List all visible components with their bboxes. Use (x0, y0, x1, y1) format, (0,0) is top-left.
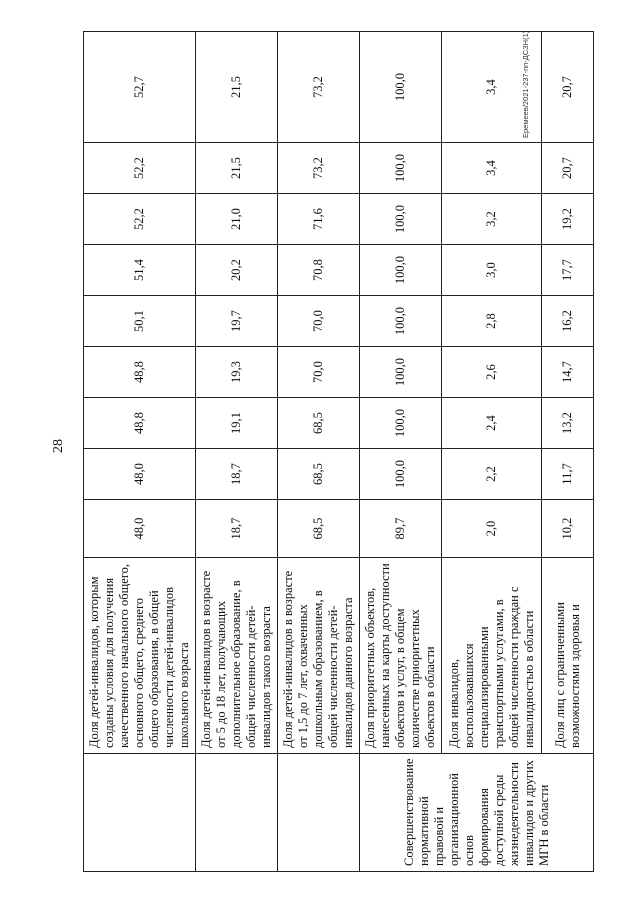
value-cell: 21,5 (196, 143, 278, 194)
indicator-cell: Доля инвалидов, воспользовавшихся специализированными транспортными услугами, в общей численности граждан с инвалидностью в области (442, 558, 542, 754)
value-cell: 21,5 (196, 32, 278, 143)
value-cell: 52,2 (84, 143, 196, 194)
value-cell: 20,2 (196, 245, 278, 296)
value-cell: 11,7 (542, 449, 594, 500)
value-cell: 3,4 (442, 32, 542, 143)
table-row (278, 32, 360, 872)
table-row (360, 32, 442, 872)
table-row (84, 32, 196, 872)
value-cell: 48,0 (84, 449, 196, 500)
value-cell: 68,5 (278, 398, 360, 449)
value-cell: 18,7 (196, 500, 278, 558)
indicator-cell: Доля лиц с ограниченными возможностями здоровья и (542, 558, 594, 754)
value-cell: 16,2 (542, 296, 594, 347)
indicator-cell: Доля детей-инвалидов в возрасте от 5 до 18 лет, получающих дополнительное образование, в общей численности детей-инвалидов такого возраста (196, 558, 278, 754)
value-cell: 89,7 (360, 500, 442, 558)
value-cell: 71,6 (278, 194, 360, 245)
indicator-cell: Доля детей-инвалидов, которым созданы условия для получения качественного начального общего, основного общего, среднего общего образования, в общей численности детей-инвалидов школьного возраста (84, 558, 196, 754)
value-cell: 100,0 (360, 245, 442, 296)
value-cell: 2,8 (442, 296, 542, 347)
value-cell: 10,2 (542, 500, 594, 558)
value-cell: 68,5 (278, 500, 360, 558)
value-cell: 52,7 (84, 32, 196, 143)
page-number: 28 (51, 439, 66, 453)
value-cell: 2,0 (442, 500, 542, 558)
table-body (84, 32, 594, 872)
value-cell: 2,6 (442, 347, 542, 398)
indicator-cell: Доля детей-инвалидов в возрасте от 1,5 до 7 лет, охваченных дошкольным образованием, в общей численности детей-инвалидов данного возраста (278, 558, 360, 754)
value-cell: 20,7 (542, 32, 594, 143)
value-cell: 48,8 (84, 347, 196, 398)
document-stamp: Еремеев/2021-237-пп-ДСЗН(1) (521, 30, 530, 138)
value-cell: 68,5 (278, 449, 360, 500)
value-cell: 14,7 (542, 347, 594, 398)
value-cell: 100,0 (360, 143, 442, 194)
value-cell: 19,1 (196, 398, 278, 449)
value-cell: 50,1 (84, 296, 196, 347)
value-cell: 100,0 (360, 32, 442, 143)
value-cell: 17,7 (542, 245, 594, 296)
value-cell: 3,0 (442, 245, 542, 296)
indicators-table (83, 31, 594, 872)
value-cell: 3,2 (442, 194, 542, 245)
value-cell: 19,2 (542, 194, 594, 245)
value-cell: 21,0 (196, 194, 278, 245)
value-cell: 100,0 (360, 449, 442, 500)
area-cell (84, 754, 196, 872)
value-cell: 52,2 (84, 194, 196, 245)
value-cell: 20,7 (542, 143, 594, 194)
table-row (196, 32, 278, 872)
value-cell: 70,8 (278, 245, 360, 296)
table-row (542, 32, 594, 872)
value-cell: 100,0 (360, 347, 442, 398)
value-cell: 51,4 (84, 245, 196, 296)
indicator-cell: Доля приоритетных объектов, нанесенных на карты доступности объектов и услуг, в общем количестве приоритетных объектов в области (360, 558, 442, 754)
value-cell: 73,2 (278, 32, 360, 143)
value-cell: 48,8 (84, 398, 196, 449)
value-cell: 13,2 (542, 398, 594, 449)
rotated-table-container (83, 32, 603, 872)
area-cell (196, 754, 278, 872)
value-cell: 70,0 (278, 347, 360, 398)
value-cell: 19,3 (196, 347, 278, 398)
table-row (442, 32, 542, 872)
value-cell: 18,7 (196, 449, 278, 500)
value-cell: 19,7 (196, 296, 278, 347)
value-cell: 73,2 (278, 143, 360, 194)
value-cell: 2,2 (442, 449, 542, 500)
value-cell: 100,0 (360, 398, 442, 449)
value-cell: 2,4 (442, 398, 542, 449)
value-cell: 70,0 (278, 296, 360, 347)
value-cell: 100,0 (360, 194, 442, 245)
value-cell: 48,0 (84, 500, 196, 558)
value-cell: 100,0 (360, 296, 442, 347)
area-cell: Совершенствование нормативной правовой и организационной основ формирования доступной среды жизнедеятельности инвалидов и других МГН в области (360, 754, 594, 872)
value-cell: 3,4 (442, 143, 542, 194)
area-cell (278, 754, 360, 872)
